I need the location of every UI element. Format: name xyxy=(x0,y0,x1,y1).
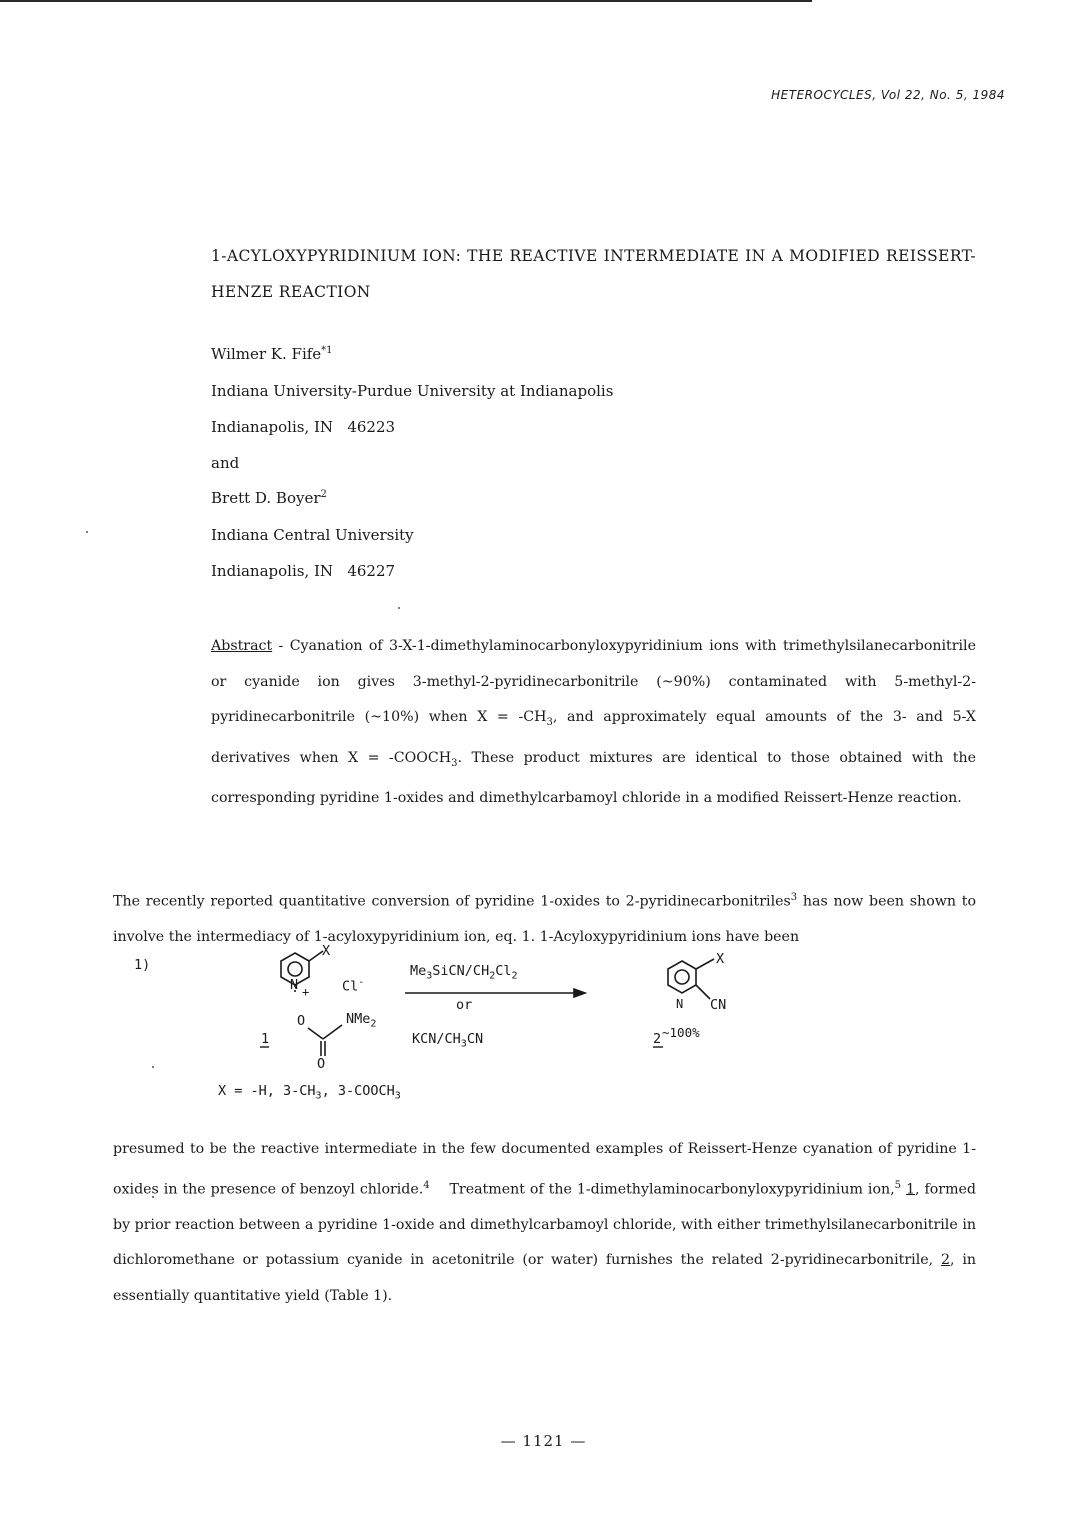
affiliation-2-line-2: Indianapolis, IN 46227 xyxy=(211,562,396,580)
dimethylamino-group xyxy=(346,1011,376,1030)
chloride-symbol: Cl xyxy=(342,978,359,995)
body2-text-d: , in essentially quantitative yield (Table 1). xyxy=(113,1252,976,1304)
reagent-top: $Me_3SiCN/CH_2Cl_2$ xyxy=(410,963,518,982)
reagent-or: or xyxy=(456,997,473,1013)
bond-to-x xyxy=(309,951,323,961)
journal-header: HETEROCYCLES, Vol 22, No. 5, 1984 xyxy=(771,88,1005,102)
abstract-text-2: , and approximately equal amounts of the 3- and 5-X derivatives when X = -COOCH xyxy=(211,709,976,766)
page-number: — 1121 — xyxy=(500,1432,587,1450)
affiliation-1-line-1: Indiana University-Purdue University at Indianapolis xyxy=(211,382,614,400)
body2-ref-5: 5 xyxy=(894,1179,902,1191)
nme-text: NMe xyxy=(346,1011,371,1027)
substituent-list: X = -H, $3-CH_3$, $3-COOCH_3$ xyxy=(218,1083,401,1102)
body-paragraph-2 xyxy=(113,1132,976,1314)
equation-label: 1) xyxy=(134,957,151,973)
speck xyxy=(398,607,400,609)
top-rule xyxy=(0,0,812,2)
compound-1-label: 1 xyxy=(261,1031,270,1047)
reagent-bottom: KCN/$CH_3CN$ xyxy=(412,1031,484,1050)
paper-title: 1-ACYLOXYPYRIDINIUM ION: THE REACTIVE INTERMEDIATE IN A MODIFIED REISSERT-HENZE REACTION xyxy=(211,247,976,301)
body2-text-a: presumed to be the reactive intermediate in the few documented examples of Reissert-Henze cyanation of pyridine 1-oxides in the presence of benzoyl chloride. xyxy=(113,1141,976,1198)
product-ring xyxy=(668,961,696,993)
speck xyxy=(86,531,88,533)
affiliation-2-line-1: Indiana Central University xyxy=(211,526,414,544)
body1-text-a: The recently reported quantitative conversion of pyridine 1-oxides to 2-pyridinecarbonitriles xyxy=(113,893,791,910)
abstract-sub-1: 3 xyxy=(546,717,553,729)
positive-charge: + xyxy=(302,985,310,999)
product-x-label: X xyxy=(716,951,725,967)
reaction-arrow-head xyxy=(574,989,585,997)
body2-ref-4: 4 xyxy=(423,1179,430,1191)
body2-text-b: Treatment of the 1-dimethylaminocarbonyloxypyridinium ion, xyxy=(429,1181,895,1198)
abstract-sub-2: 3 xyxy=(451,757,458,769)
product-n: N xyxy=(676,997,684,1011)
product-bond-to-x xyxy=(696,959,714,969)
chloride-counterion xyxy=(342,977,364,995)
pyridinium-aromatic-circle xyxy=(288,962,302,976)
affiliation-1-line-2: Indianapolis, IN 46223 xyxy=(211,418,396,436)
nme-subscript: 2 xyxy=(370,1018,377,1030)
author-1-name: Wilmer K. Fife xyxy=(211,345,322,363)
author-1 xyxy=(211,345,333,363)
author-2 xyxy=(211,489,327,507)
chloride-charge: - xyxy=(358,977,365,988)
body1-ref-3: 3 xyxy=(790,892,798,903)
body2-compound-1: 1 xyxy=(906,1181,916,1198)
reaction-scheme xyxy=(110,943,810,1118)
author-1-footnote: *1 xyxy=(321,345,333,356)
pyridinium-n: N xyxy=(290,977,299,993)
author-2-name: Brett D. Boyer xyxy=(211,489,321,507)
product-bond-to-cn xyxy=(696,985,710,999)
n-oxide-oxygen: O xyxy=(297,1013,306,1029)
abstract xyxy=(211,629,976,817)
product-cn: CN xyxy=(710,997,727,1013)
body2-compound-2: 2 xyxy=(940,1252,950,1269)
abstract-text-1: - Cyanation of 3-X-1-dimethylaminocarbonyloxypyridinium ions with trimethylsilanecarbonitrile or cyanide ion gives 3-methyl-2-pyridinecarbonitrile (~90%) contaminated with 5-methyl-2-pyridinecarbonitrile (~10%) when X = -CH xyxy=(211,638,976,726)
body1-text-b: has now been shown to involve the intermediacy of 1-acyloxypyridinium ion, eq. 1. 1-Acyloxypyridinium ions have been xyxy=(113,893,976,946)
and-connector: and xyxy=(211,454,240,472)
body2-text-c: , formed by prior reaction between a pyridine 1-oxide and dimethylcarbamoyl chloride, with either trimethylsilanecarbonitrile in dichloromethane or potassium cyanide in acetonitrile (or water) furnishes the related 2-pyridinecarbonitrile, xyxy=(113,1181,976,1269)
bond-o-c xyxy=(308,1028,323,1039)
abstract-label: Abstract xyxy=(211,638,273,654)
compound-2-label: 2 xyxy=(653,1031,662,1047)
carbonyl-oxygen: O xyxy=(317,1056,326,1072)
substituent-x-label: X xyxy=(322,943,331,959)
product-aromatic-circle xyxy=(675,970,689,984)
abstract-text-3: . These product mixtures are identical to those obtained with the corresponding pyridine 1-oxides and dimethylcarbamoyl chloride in a modified Reissert-Henze reaction. xyxy=(211,749,976,807)
product-yield: ~100% xyxy=(662,1025,700,1040)
bond-c-n xyxy=(323,1025,342,1039)
author-2-footnote: 2 xyxy=(320,489,327,500)
